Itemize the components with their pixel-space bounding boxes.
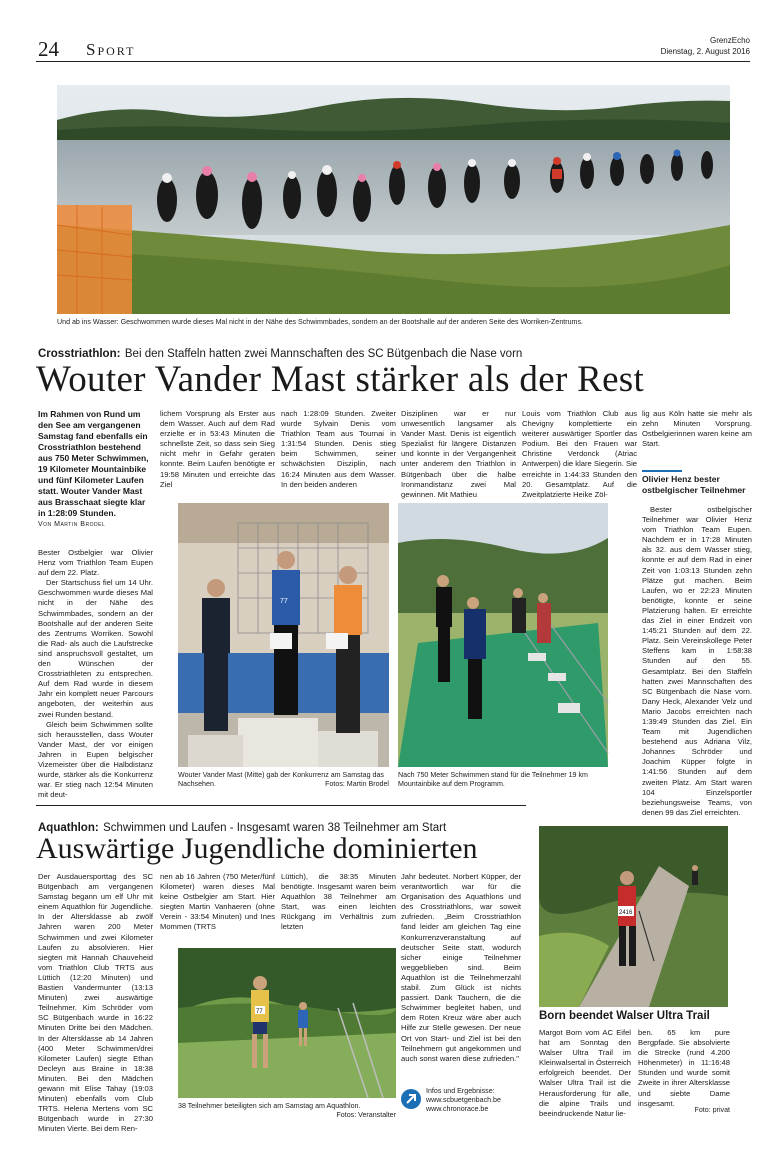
article2-paragraph: nen ab 16 Jahren (750 Meter/fünf Kilometer) waren dieses Mal keine Ostbelgier am Start. Hier siegten Martin Vanhaeren (ohne Verein - 33:54 Minuten) und Ines Mommen (TRTS [160,872,275,932]
article1-paragraph: nach 1:28:09 Stunden. Zweiter wurde Sylvain Denis vom Triathlon Team aus Tournai in 1:31:54 Stunden. Denis stieg beim Schwimmen, seiner schwächsten Disziplin, nach 16:24 Minuten aus dem Wasser. In den beiden anderen [281,409,396,489]
podium-photo [178,503,389,767]
transition-caption: Nach 750 Meter Schwimmen stand für die Teilnehmer 19 km Mountainbike auf dem Programm. [398,771,588,789]
article3-paragraph: Margot Born vom AC Eifel hat am Sonntag den Walser Ultra Trail im Kleinwalsertal in Österreich erfolgreich beendet. Der Walser Ultra Trail ist die Herausforderung für alle, die alpine Trails und beeindruckende Natur lie- [539,1028,632,1118]
podium-caption [178,771,389,789]
article1-paragraph: Der Startschuss fiel um 14 Uhr. Geschwommen wurde dieses Mal nicht in der Nähe des Schwimmbades, sondern an der Bootshalle auf der anderen Seite des Zentrums Worriken. Sowohl die Rad- als auch die Laufstrecke sind anspruchsvoll gestaltet, um den Wünschen der Crosstriathleten zu entsprechen. Auf dem Rad wurde in diesem Jahr ein komplett neuer Parcours angeboten, der weiterhin aus zwei Runden bestand. [38,578,153,719]
publication-name: GrenzEcho [709,36,750,45]
article1-paragraph: Bester ostbelgischer Teilnehmer war Olivier Henz vom Triathlon Team Eupen. Nachdem er in 17:28 Minuten als 32. aus dem Wasser stieg, konnte er auf dem Rad in einer Zeit von 1:03:13 Stunden zehn Plätze gut machen. Beim Laufen, wo er 22:23 Minuten benötigte, konnte er seine Platzierung halten. Er erreichte das Ziel in einer Endzeit von 1:45:21 Stunden auf dem 22. Platz. Sein Vereinskollege Peter Steffens kam in 1:58:38 Stunden auf den 55. Gesamtplatz. Bei den Staffeln hatten zwei Mannschaften des SC Bütgenbach die Nase vorn. Dany Heck, Alexander Velz und Mario Jacobs erreichten nach 1:39:49 Stunden das Ziel. Ein Team mit Jugendlichen bestehend aus Adriana Vilz, Johannes Schröder und Joachim Küpper folgte in 1:41:56 Stunden auf dem zweiten Platz. Am Start waren 104 Einzelsportler beziehungsweise Teams, von denen 99 das Ziel erreichten. [642,505,752,817]
page-number: 24 [38,37,59,61]
article1-column1 [38,548,153,800]
info-box [401,1087,526,1131]
article1-paragraph: Gleich beim Schwimmen sollte sich herausstellen, dass Wouter Vander Mast, der vor einigen Jahren in Eupen belgischer Vizemeister über die Halbdistanz wurde, stärker als die Konkurrenz war. Er stieg nach 12:54 Minuten mit deut- [38,719,153,800]
info-label: Infos und Ergebnisse: [426,1087,495,1095]
article2-paragraph: Der Ausdauersporttag des SC Bütgenbach am vergangenen Samstag begann um elf Uhr mit einem Aquathlon für Jugendliche. In der Altersklasse ab zwölf Jahren waren 200 Meter Schwimmen und zwei Kilometer Laufen zu absolvieren. Hier siegten mit Hannah Chauveheid vom Triathlon Club TRTS aus Lüttich (12:20 Minuten) und Bastien Vandermunter (13:13 Minuten) zwei auswärtige Teilnehmer. Kim Schröder vom SC Bütgenbach wurde in 16:22 Minuten Dritte bei den Mädchen. In der Altersklasse ab 14 Jahren (400 Meter Schwimmen/drei Kilometer Laufen) siegte Ethan Decleyn aus Braine in 18:38 Minuten. Bei den Mädchen gewann mit Elise Tahay (19:03 Minuten) ebenfalls vom Club TRTS. Helena Mertens vom SC Bütgenbach wurde in 27:30 Minuten Vierte. Bei dem Ren- [38,872,153,1134]
article2-column3 [281,872,396,942]
trail-bib-text: 2416 [619,910,633,916]
runners-caption [178,1102,396,1120]
article1-paragraph: Louis vom Triathlon Club aus Chevigny komplettierte ein weiterer auswärtiger Sportler das Podium. Bei den Frauen war Christine Verdonck (Atriac Antwerpen) die klare Siegerin. Sie erreichte in 1:44:33 Stunden den 20. Gesamtplatz. Auf die Zweitplatzierte Heike Zöl- [522,409,637,499]
kicker-label: Crosstriathlon: [38,348,121,360]
podium-caption-text: Wouter Vander Mast (Mitte) gab der Konkurrenz am Samstag das Nachsehen. [178,771,384,789]
article1-column2 [160,409,275,499]
runners-photo-credit: Fotos: Veranstalter [336,1111,396,1120]
article1-column5 [522,409,637,499]
issue-date: Dienstag, 2. August 2016 [660,47,750,56]
podium-photo-credit: Fotos: Martin Brodel [325,780,389,789]
article3-photo-credit: Foto: privat [694,1106,730,1114]
podium-bib-text: 77 [280,598,288,605]
article2-paragraph: Lüttich), die 38:35 Minuten benötigte. Insgesamt waren beim Aquathlon 38 Teilnehmer am Start, was einen leichten Rückgang im Verhältnis zum letzten [281,872,396,932]
article1-lead: Im Rahmen von Rund um den See am vergangenen Samstag fand ebenfalls ein Crosstriathlon bestehend aus 750 Meter Schwimmen, 19 Kilometer Mountainbike und fünf Kilometer Laufen statt. Wouter Vander Mast aus Brasschaat siegte klar in 1:28:09 Stunden. [38,409,149,518]
article3-column1 [539,1028,631,1153]
info-link-scbuetgenbach[interactable]: www.scbuetgenbach.be [426,1096,501,1105]
article1-paragraph: Disziplinen war er nur unwesentlich langsamer als Vander Mast. Denis ist eigentlich Spezialist für längere Distanzen und konnte in der Vergangenheit unter anderem den Triathlon in Bütgenbach über die halbe Ironmandistanz zwei Mal gewinnen. Mit Mathieu [401,409,516,499]
subhead-rule [642,470,682,472]
section-title: Sport [86,40,136,59]
article3-column2 [638,1028,730,1108]
article1-paragraph: Bester Ostbelgier war Olivier Henz vom Triathlon Team Eupen auf dem 22. Platz. [38,548,153,578]
article3-headline: Born beendet Walser Ultra Trail [539,1010,710,1022]
article1-column6-bottom [642,505,752,817]
article2-column4 [401,872,521,1063]
transition-photo [398,503,608,767]
runners-caption-text: 38 Teilnehmer beteiligten sich am Samstag am Aquathlon. [178,1102,361,1110]
article2-paragraph: Jahr bedeutet. Norbert Küpper, der verantwortlich war für die Organisation des Aquathlons und des Crosstriathlons, war soweit zufrieden. „Beim Crosstriathlon fand leider am gleichen Tag eine Konkurrenzveranstaltung auf deutscher Seite statt, wodurch sicher einige Teilnehmer weggeblieben sind. Beim Aquathlon ist die Teilnehmerzahl stabil. Zum Glück ist nichts passiert. Dank Tauchern, die die Schwimmer begleitet haben, und dem Roten Kreuz wäre aber auch Hilfe zur Stelle gewesen. Der neue Ort von Start- und Ziel ist bei den Teilnehmern gut angekommen und auch sonst waren diese zufrieden." [401,872,521,1063]
top-photo-caption: Und ab ins Wasser: Geschwommen wurde dieses Mal nicht in der Nähe des Schwimmbades, sondern an der Bootshalle auf der anderen Seite des Worriken-Zentrums. [57,318,583,326]
article1-column6-top [642,409,752,464]
header-rule [36,61,750,62]
article1-paragraph: lichem Vorsprung als Erster aus dem Wasser. Auch auf dem Rad erzielte er in 53:43 Minuten die schnellste Zeit, so dass sein Sieg nicht mehr in Gefahr geraten konnte. Beim Laufen benötigte er 19:58 Minuten und erreichte das Ziel [160,409,275,489]
arrow-icon [401,1089,421,1109]
article1-headline: Wouter Vander Mast stärker als der Rest [36,359,645,400]
article1-subheading: Olivier Henz bester ostbelgischer Teilnehmer [642,474,746,495]
article3-paragraph: ben. 65 km pure Bergpfade. Sie absolvierte die Strecke (rund 4.200 Höhenmeter) in 11:16:48 Stunden und wurde somit Zweite in ihrer Altersklasse und siebte Dame insgesamt. [638,1028,730,1108]
article1-column3 [281,409,396,499]
ultra-trail-photo [539,826,728,1007]
kicker-label: Aquathlon: [38,822,99,834]
runner-bib-text: 77 [256,1009,263,1015]
kicker-text: Schwimmen und Laufen - Insgesamt waren 38 Teilnehmer am Start [103,822,447,834]
info-link-chronorace[interactable]: www.chronorace.be [426,1105,489,1114]
article2-column2 [160,872,275,942]
kicker-text: Bei den Staffeln hatten zwei Mannschaften des SC Bütgenbach die Nase vorn [124,348,523,360]
article2-column1 [38,872,153,1152]
section-divider [36,805,526,806]
swim-start-photo [57,85,730,314]
aquathlon-runners-photo [178,948,396,1098]
article1-byline: Von Martin Brodel [38,521,106,528]
article1-column4 [401,409,516,499]
article2-headline: Auswärtige Jugendliche dominierten [36,832,478,865]
article1-lead-block [38,409,153,528]
article1-paragraph: lig aus Köln hatte sie mehr als zehn Minuten Vorsprung. Ostbelgierinnen waren keine am Start. [642,409,752,449]
